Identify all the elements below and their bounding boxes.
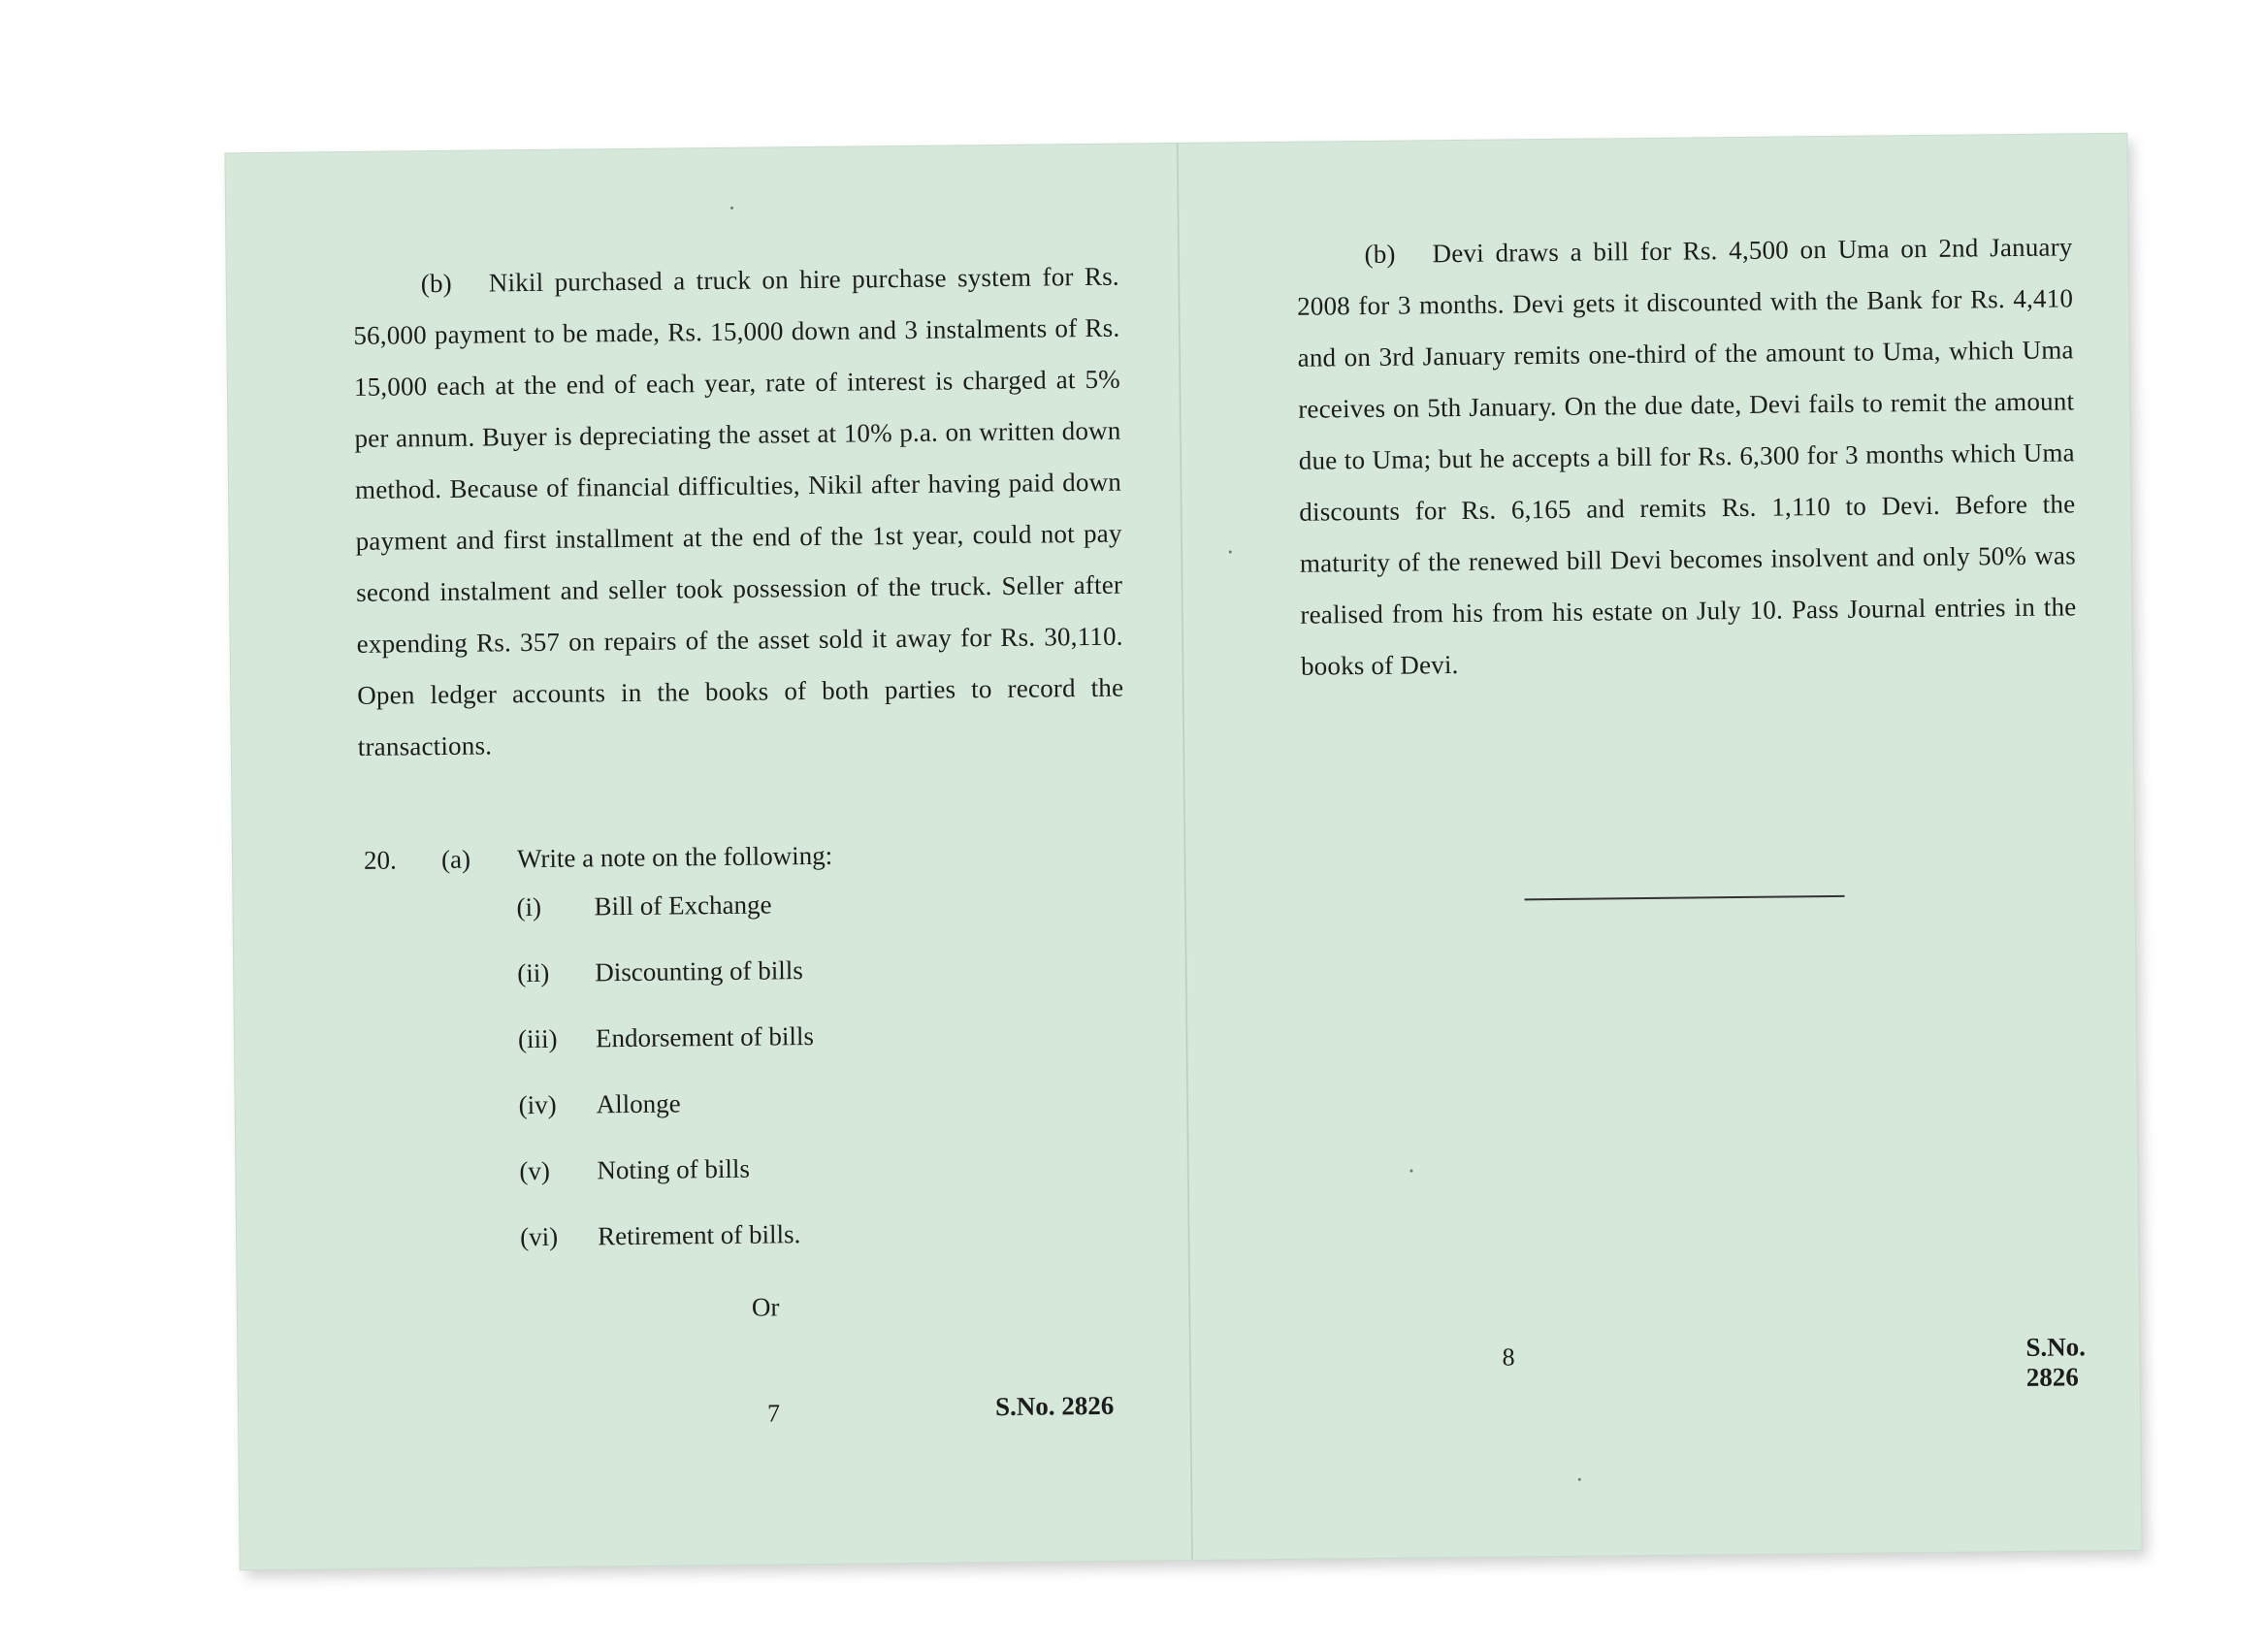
question-20-number: 20. [363, 845, 397, 875]
paper-speck [1578, 1478, 1581, 1481]
list-item [519, 1087, 816, 1156]
question-20b [1296, 221, 2077, 692]
note-text: Bill of Exchange [594, 889, 772, 922]
note-numeral: (i) [516, 891, 542, 922]
question-20a-label: (a) [440, 844, 471, 875]
note-numeral: (ii) [517, 957, 550, 988]
end-rule [1525, 895, 1845, 900]
exam-paper-sheet [225, 134, 2141, 1569]
page-number: 7 [766, 1399, 781, 1428]
paper-speck [730, 207, 733, 210]
note-text: Noting of bills [597, 1153, 751, 1185]
right-page [1179, 134, 2141, 1560]
question-19b [353, 251, 1125, 773]
paper-speck [1229, 550, 1232, 553]
list-item [520, 1219, 817, 1288]
notes-list [516, 889, 816, 1288]
note-numeral: (iv) [518, 1089, 557, 1120]
note-text: Endorsement of bills [595, 1021, 815, 1053]
note-numeral: (iii) [517, 1023, 558, 1054]
left-page [225, 144, 1190, 1569]
list-item [519, 1153, 816, 1222]
page-number: 8 [1502, 1342, 1515, 1372]
note-numeral: (v) [519, 1155, 551, 1186]
paper-speck [1409, 1170, 1412, 1173]
question-20a [364, 838, 832, 878]
note-text: Retirement of bills. [597, 1219, 801, 1251]
list-item [517, 955, 814, 1024]
list-item [516, 889, 813, 958]
question-20a-text: Write a note on the following: [516, 840, 833, 874]
question-20b-label: (b) [1364, 239, 1396, 270]
or-separator: Or [751, 1292, 780, 1322]
question-19b-text: Nikil purchased a truck on hire purchase system for Rs. 56,000 payment to be made, Rs. 15,000 down and 3 instalments of Rs. 15,000 each at the end of each year, rate of interest is charged at 5% per annum. Buyer is depreciating the asset at 10% p.a. on written down method. Because of financial difficulties, Nikil after having paid down payment and first installment at the end of the 1st year, could not pay second instalment and seller took possession of the truck. Seller after expending Rs. 357 on repairs of the asset sold it away for Rs. 30,110. Open ledger accounts in the books of both parties to record the transactions. [353, 261, 1124, 761]
note-text: Allonge [596, 1088, 681, 1119]
serial-number: S.No. 2826 [2025, 1332, 2087, 1392]
note-numeral: (vi) [519, 1221, 559, 1252]
list-item [518, 1021, 815, 1090]
serial-number: S.No. 2826 [994, 1390, 1115, 1422]
question-20b-text: Devi draws a bill for Rs. 4,500 on Uma on 2nd January 2008 for 3 months. Devi gets it discounted with the Bank for Rs. 4,410 and on 3rd January remits one-third of the amount to Uma, which Uma receives on 5th January. On the due date, Devi fails to remit the amount due to Uma; but he accepts a bill for Rs. 6,300 for 3 months which Uma discounts for Rs. 6,165 and remits Rs. 1,110 to Devi. Before the maturity of the renewed bill Devi becomes insolvent and only 50% was realised from his from his estate on July 10. Pass Journal entries in the books of Devi. [1296, 232, 2077, 681]
question-19b-label: (b) [420, 268, 453, 299]
note-text: Discounting of bills [595, 955, 803, 987]
